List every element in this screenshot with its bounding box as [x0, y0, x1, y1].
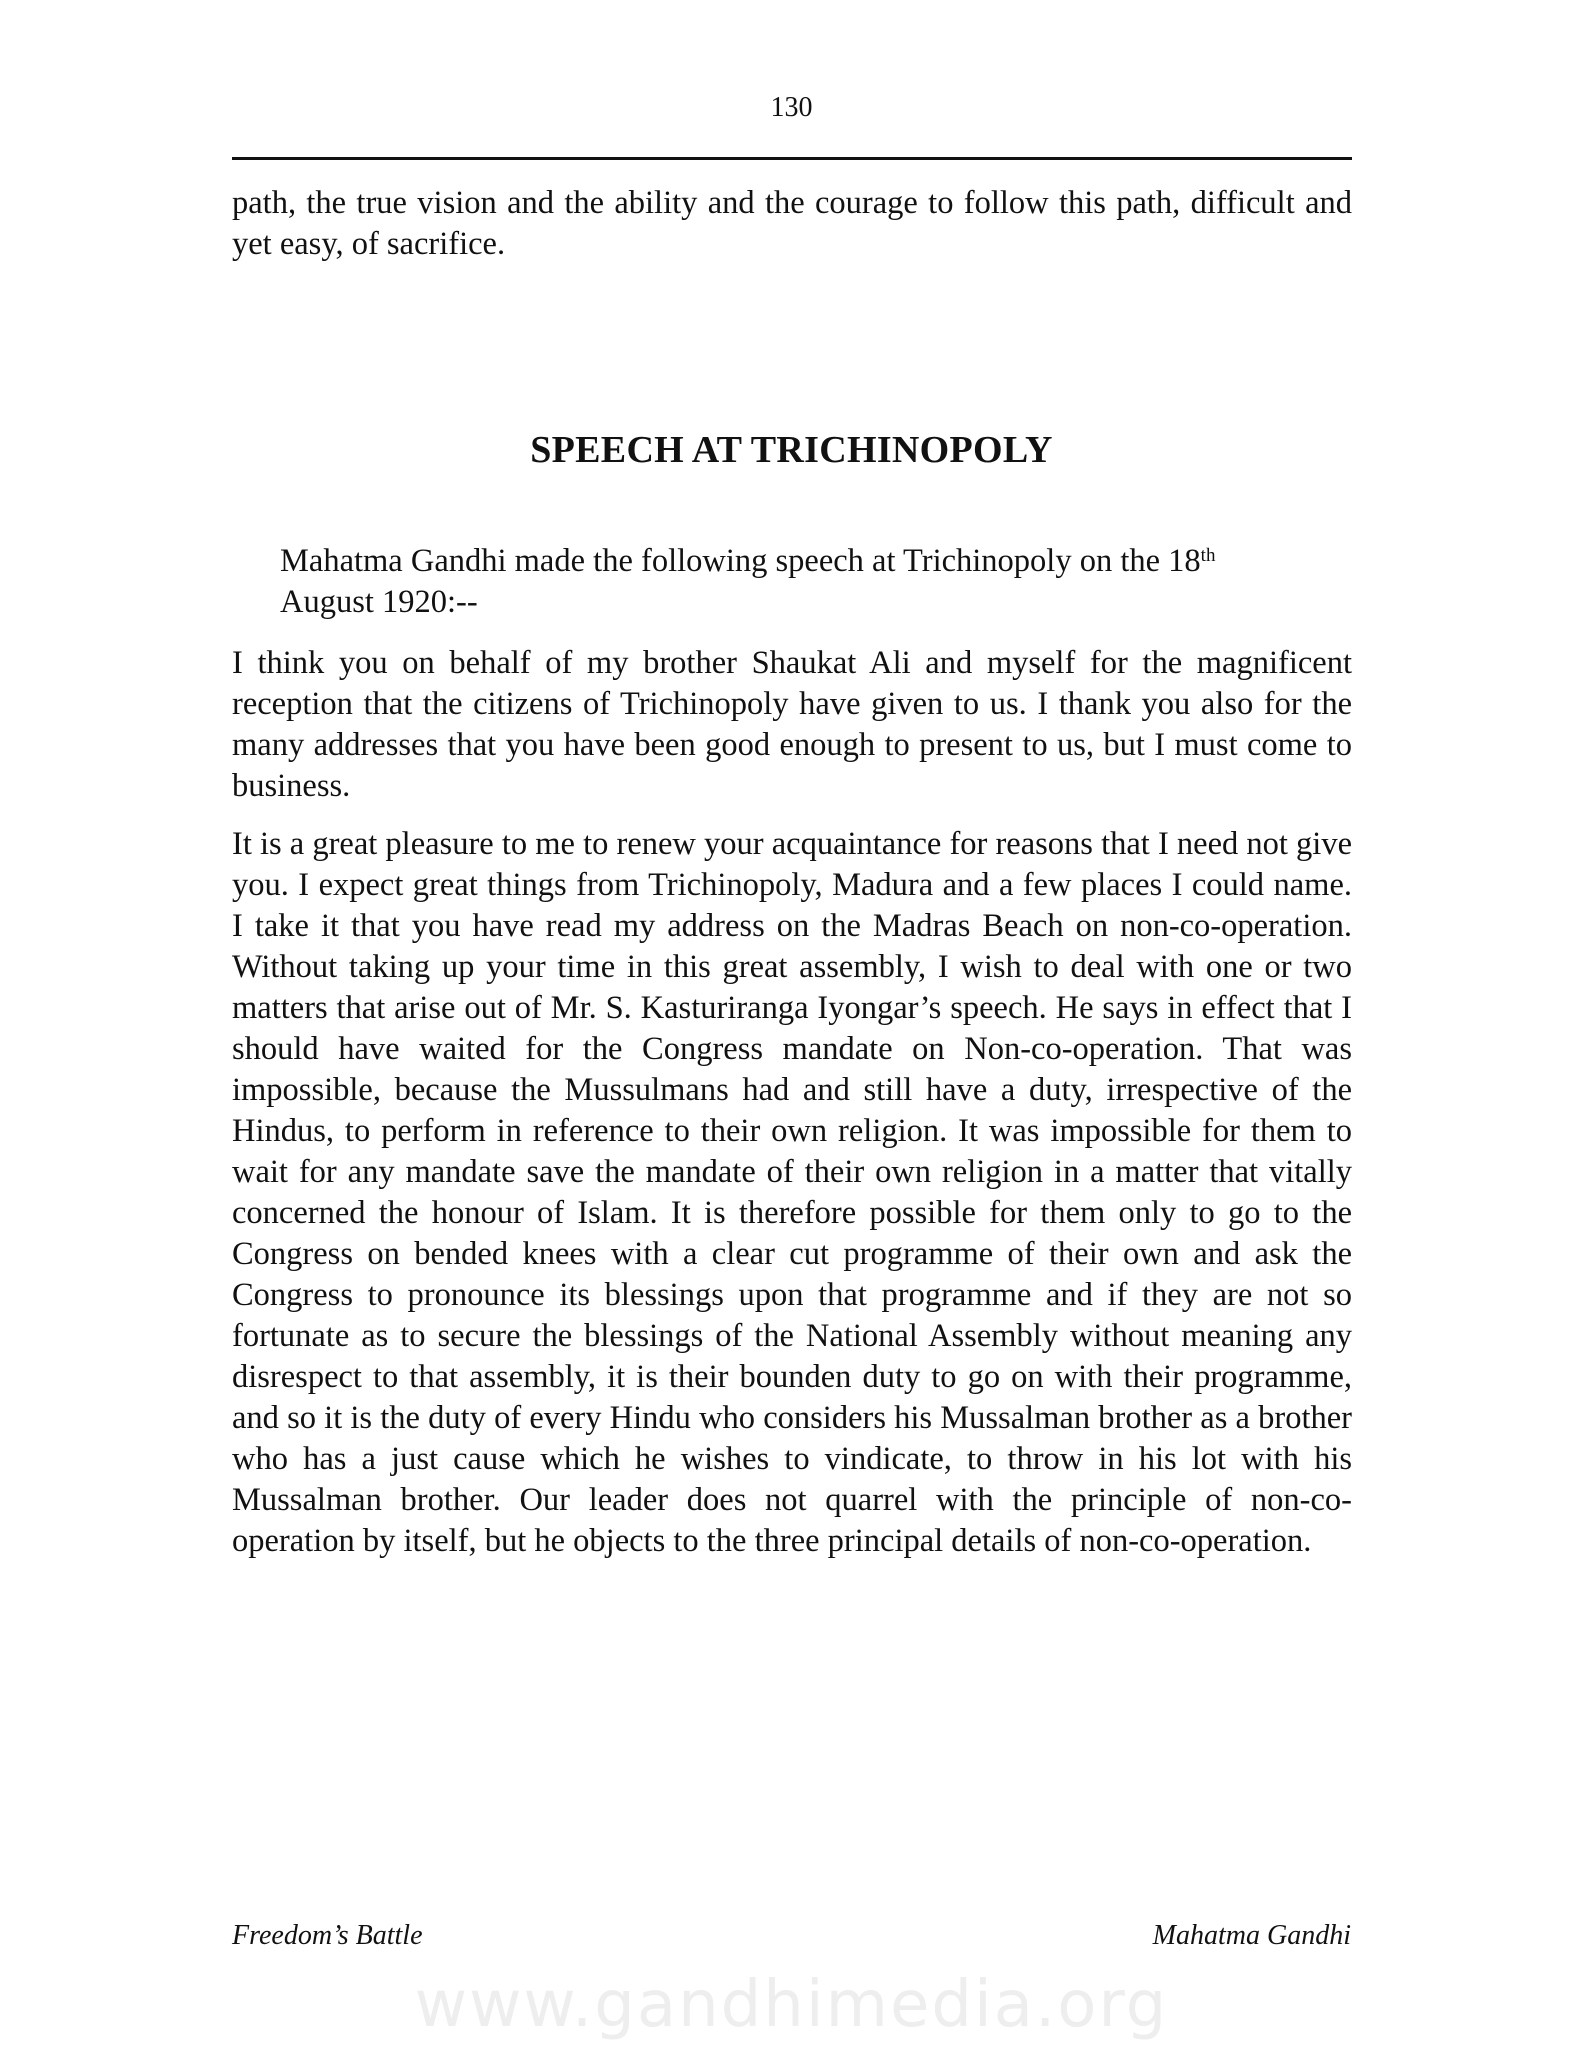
section-intro — [280, 541, 1352, 623]
footer-author: Mahatma Gandhi — [1152, 1920, 1351, 1951]
continued-paragraph: path, the true vision and the ability and the courage to follow this path, difficult and yet easy, of sacrifice. — [232, 185, 1352, 262]
footer-book-title: Freedom’s Battle — [232, 1920, 423, 1951]
body-paragraph-1: I think you on behalf of my brother Shaukat Ali and myself for the magnificent reception that the citizens of Trichinopoly have given to us. I thank you also for the many addresses that you have been good enough to present to us, but I must come to business. — [232, 645, 1352, 804]
intro-date: August 1920:-- — [280, 584, 478, 620]
page-number: 130 — [770, 92, 813, 123]
intro-text: Mahatma Gandhi made the following speech at Trichinopoly on the 18 — [280, 543, 1201, 579]
intro-superscript: th — [1200, 545, 1216, 566]
section-title: SPEECH AT TRICHINOPOLY — [530, 429, 1053, 471]
watermark: www.gandhimedia.org — [414, 1968, 1169, 2042]
body-paragraph-2: It is a great pleasure to me to renew your acquaintance for reasons that I need not give you. I expect great things from Trichinopoly, Madura and a few places I could name. I take it that you have read my address on the Madras Beach on non-co-operation. Without taking up your time in this great assembly, I wish to deal with one or two matters that arise out of Mr. S. Kasturiranga Iyongar’s speech. He says in effect that I should have waited for the Congress mandate on Non-co-operation. That was impossible, because the Mussulmans had and still have a duty, irrespective of the Hindus, to perform in reference to their own religion. It was impossible for them to wait for any mandate save the mandate of their own religion in a matter that vitally concerned the honour of Islam. It is therefore possible for them only to go to the Congress on bended knees with a clear cut programme of their own and ask the Congress to pronounce its blessings upon that programme and if they are not so fortunate as to secure the blessings of the National Assembly without meaning any disrespect to that assembly, it is their bounden duty to go on with their programme, and so it is the duty of every Hindu who considers his Mussalman brother as a brother who has a just cause which he wishes to vindicate, to throw in his lot with his Mussalman brother. Our leader does not quarrel with the principle of non-co-operation by itself, but he objects to the three principal details of non-co-operation. — [232, 826, 1352, 1559]
header-rule — [232, 157, 1352, 160]
